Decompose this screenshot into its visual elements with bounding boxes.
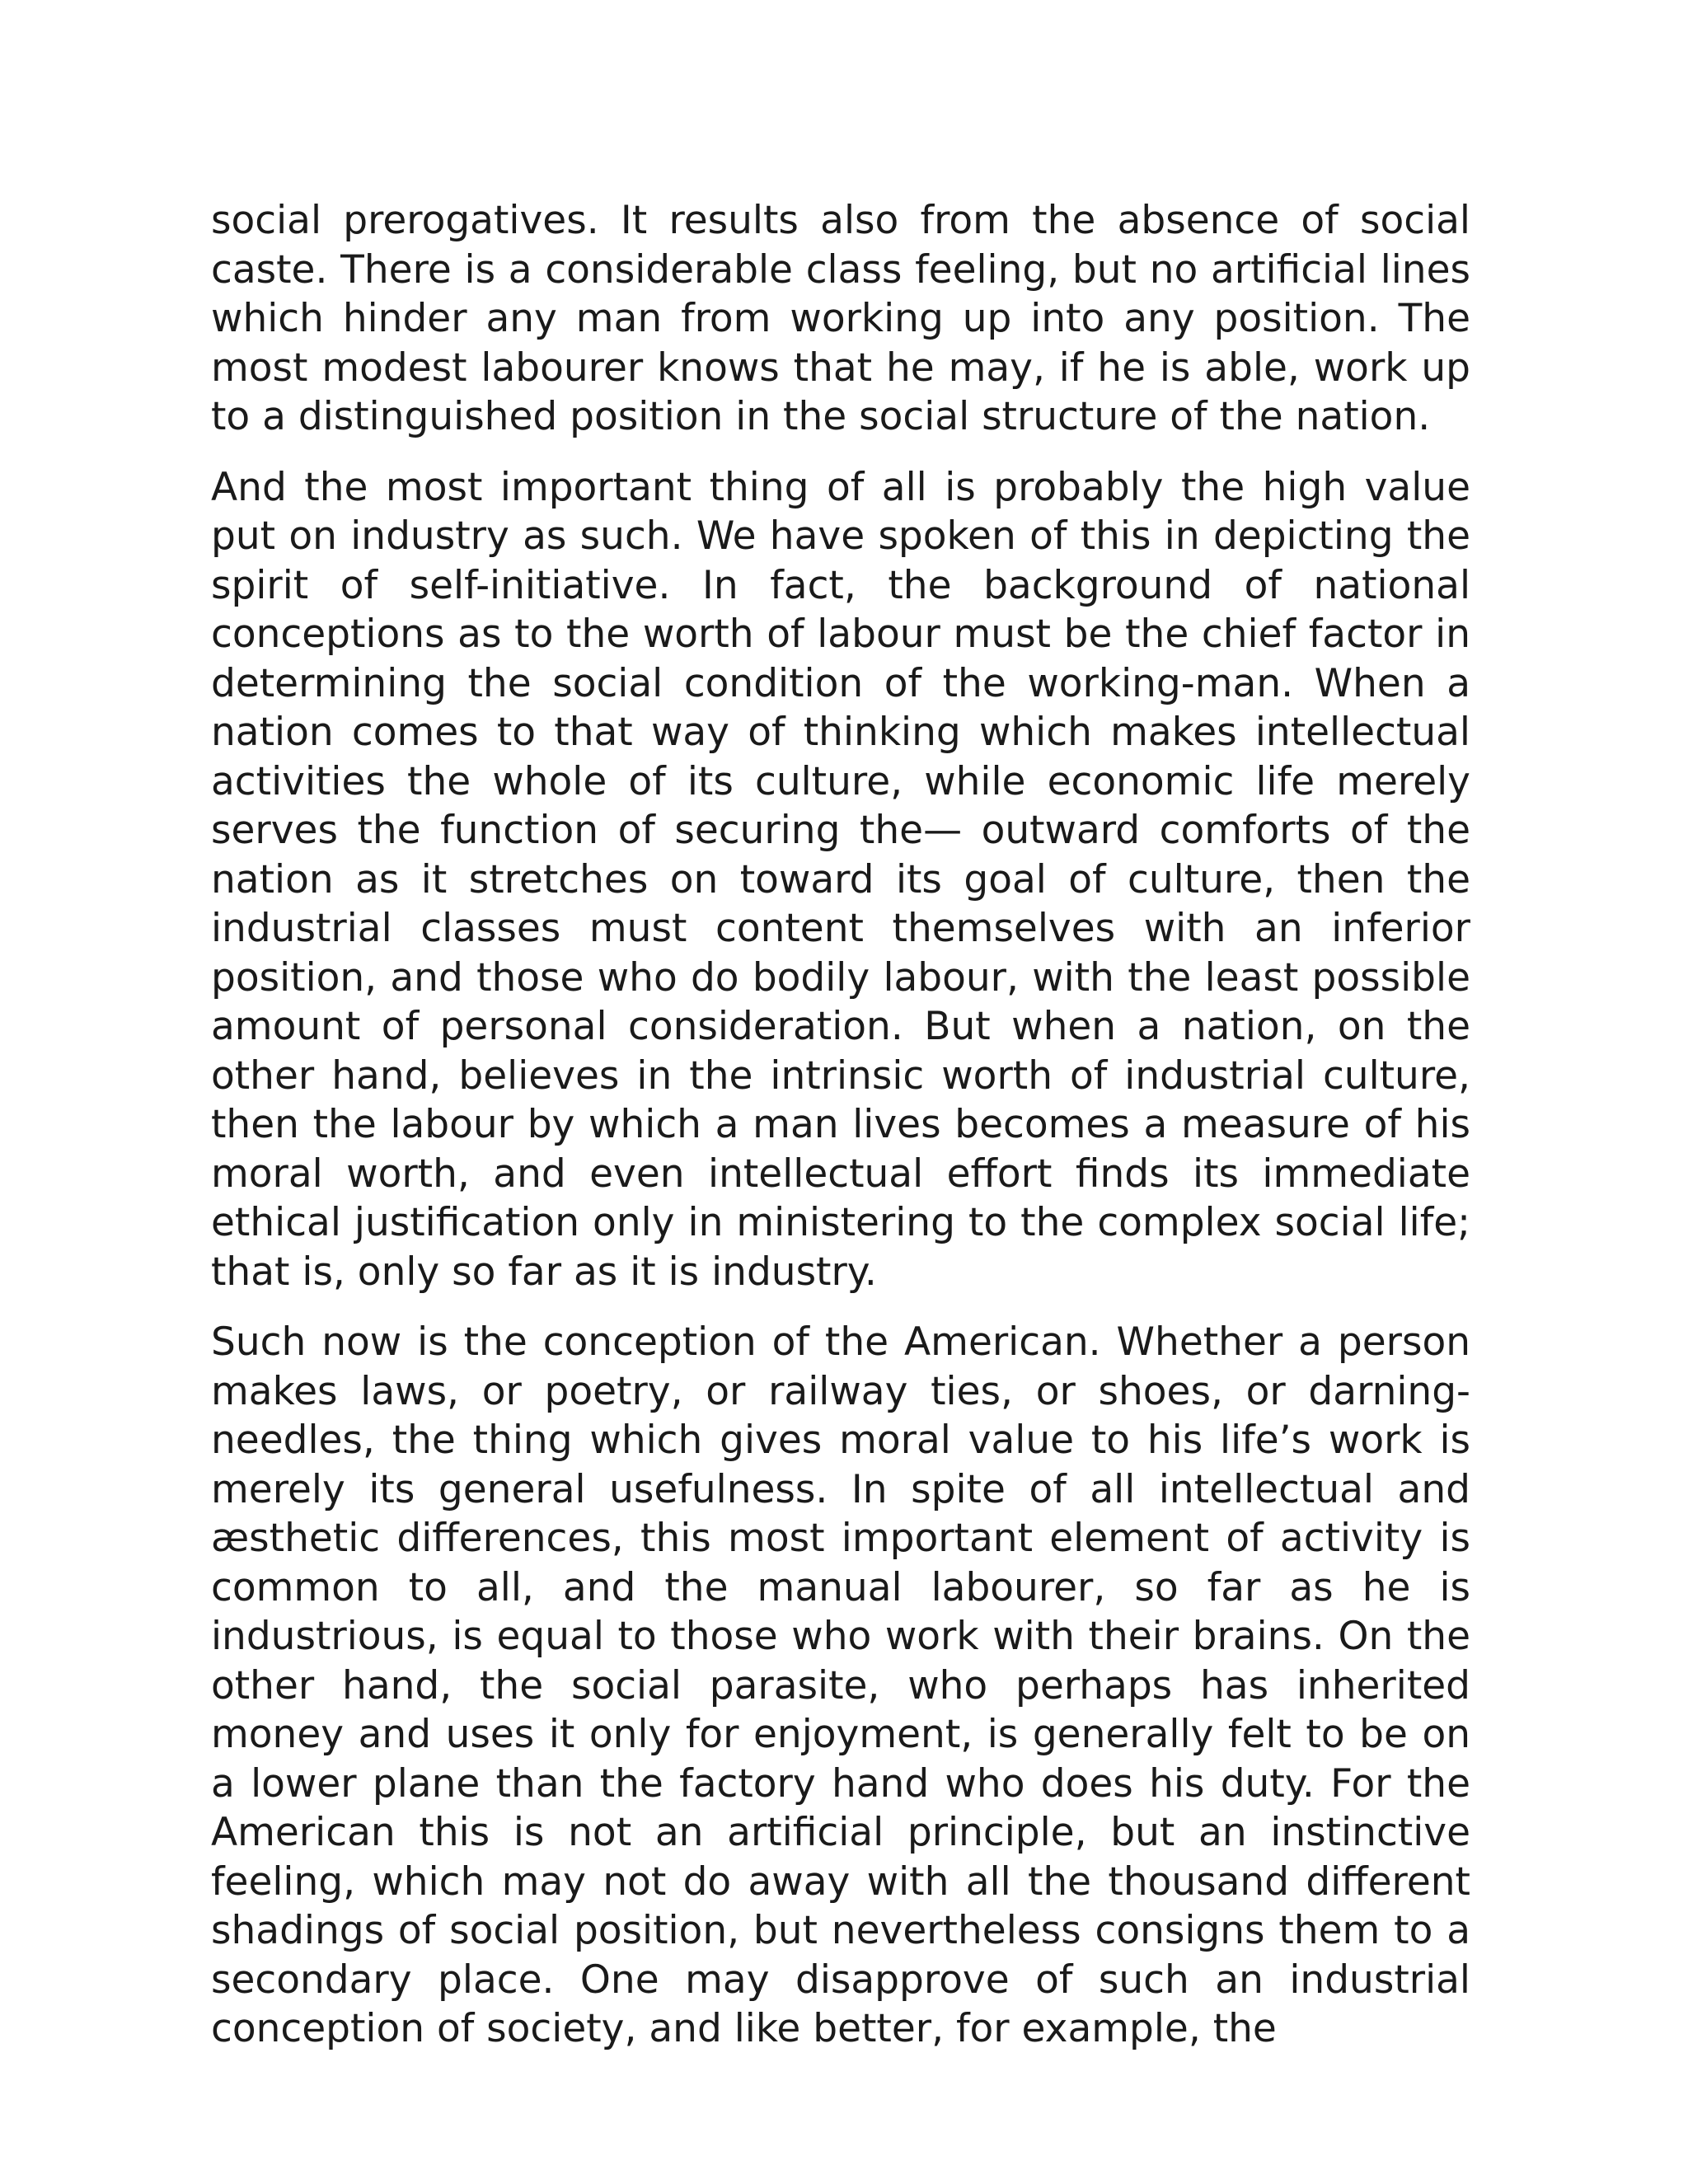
paragraph-3: Such now is the conception of the American. Whether a person makes laws, or poetry, or railway ties, or shoes, or darning-needles, the thing which gives moral value to his life’s work is merely its general usefulness. In spite of all intellectual and æsthetic differences, this most important element of activity is common to all, and the manual labourer, so far as he is industrious, is equal to those who work with their brains. On the other hand, the social parasite, who perhaps has inherited money and uses it only for enjoyment, is generally felt to be on a lower plane than the factory hand who does his duty. For the American this is not an artificial principle, but an instinctive feeling, which may not do away with all the thousand different shadings of social position, but nevertheless consigns them to a secondary place. One may disapprove of such an industrial conception of society, and like better, for example, the [211, 1319, 1470, 2051]
paragraph-2: And the most important thing of all is probably the high value put on industry as such. We have spoken of this in depicting the spirit of self-initiative. In fact, the background of national conceptions as to the worth of labour must be the chief factor in determining the social condition of the working-man. When a nation comes to that way of thinking which makes intellectual activities the whole of its culture, while economic life merely serves the function of securing the— outward comforts of the nation as it stretches on toward its goal of culture, then the industrial classes must content themselves with an inferior position, and those who do bodily labour, with the least possible amount of personal consideration. But when a nation, on the other hand, believes in the intrinsic worth of industrial culture, then the labour by which a man lives becomes a measure of his moral worth, and even intellectual effort finds its immediate ethical justification only in ministering to the complex social life; that is, only so far as it is industry. [211, 464, 1470, 1295]
page-body [211, 196, 1470, 2075]
paragraph-1: social prerogatives. It results also from the absence of social caste. There is a considerable class feeling, but no artificial lines which hinder any man from working up into any position. The most modest labourer knows that he may, if he is able, work up to a distinguished position in the social structure of the nation. [211, 198, 1470, 439]
